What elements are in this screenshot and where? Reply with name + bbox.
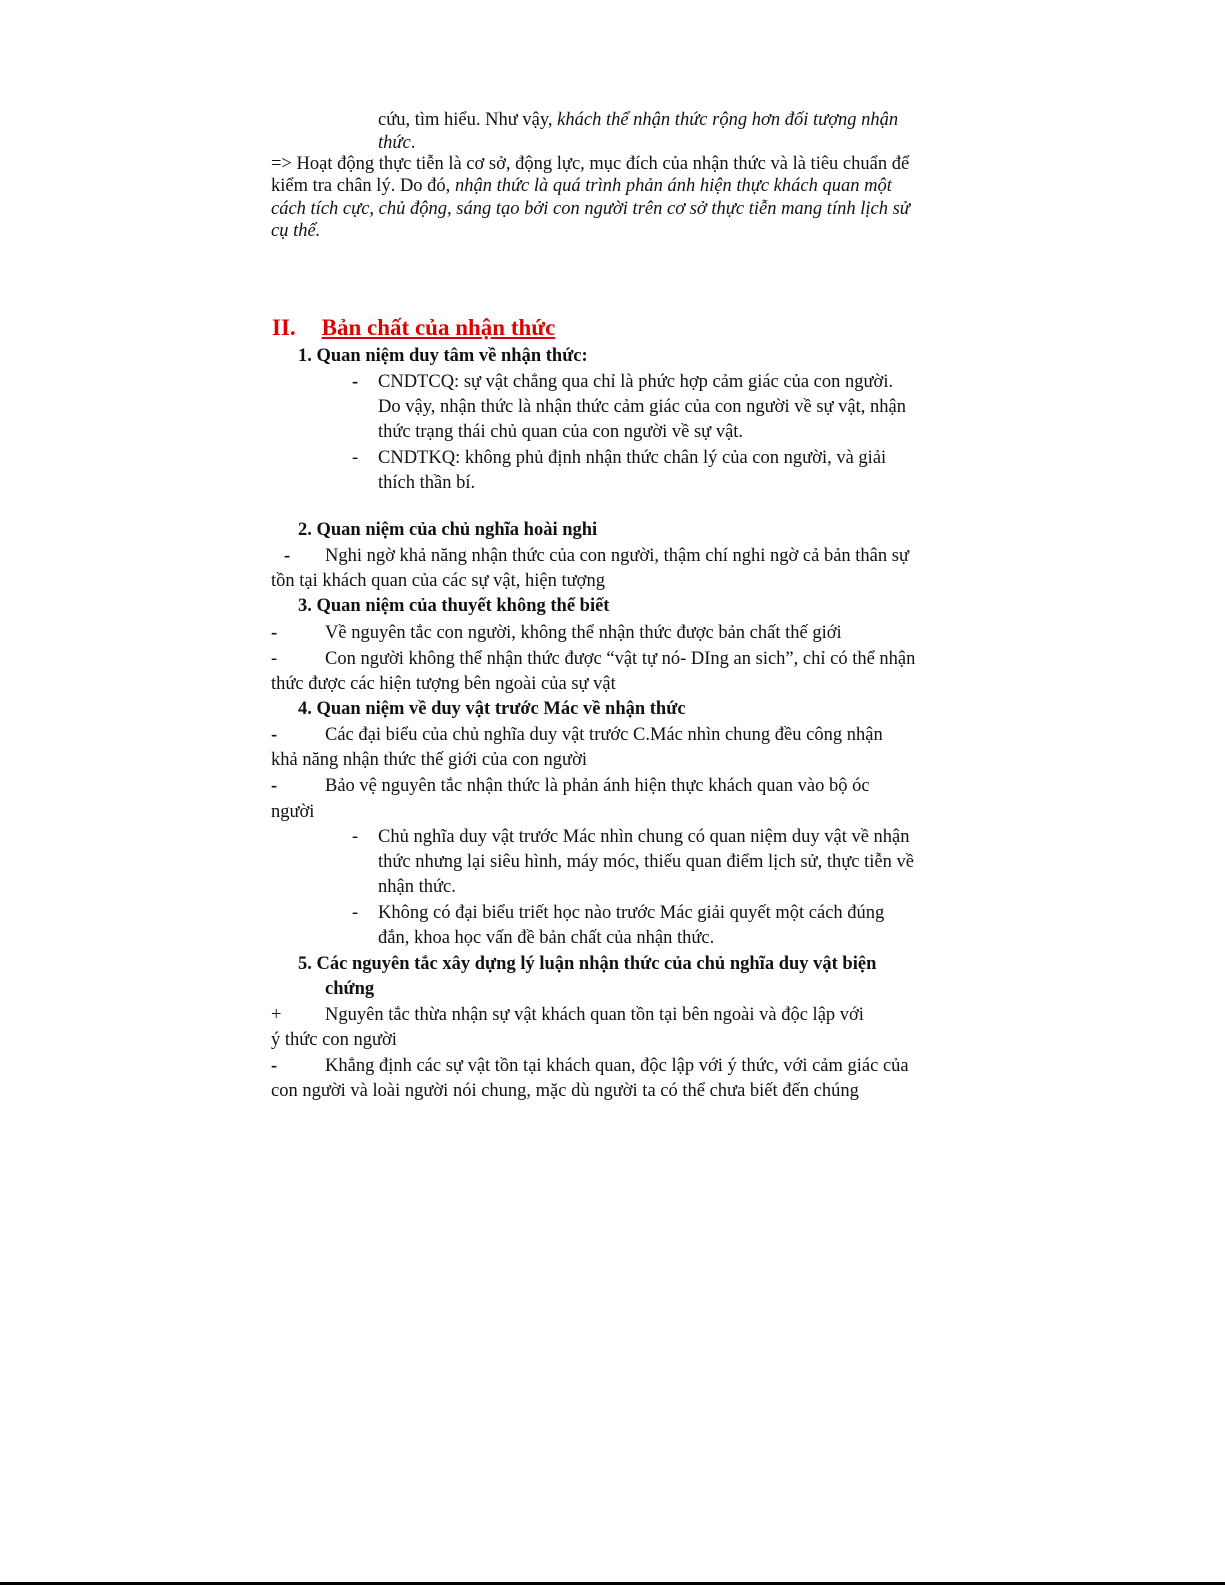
- h1-bullet-1-line-1: CNDTCQ: sự vật chẳng qua chỉ là phức hợp cảm giác của con người.: [378, 372, 894, 392]
- section-heading: [272, 314, 555, 342]
- heading-5-line-2: chứng: [325, 979, 375, 999]
- h1-bullet-1-line-2: Do vậy, nhận thức là nhận thức cảm giác của con người về sự vật, nhận: [378, 397, 906, 417]
- h4-sub-1-line-1: Chủ nghĩa duy vật trước Mác nhìn chung có quan niệm duy vật về nhận: [378, 827, 910, 847]
- conclusion-line-1: => Hoạt động thực tiễn là cơ sở, động lực, mục đích của nhận thức và là tiêu chuẩn để: [271, 154, 910, 174]
- h4-bullet-2-line-2: người: [271, 802, 315, 822]
- h4-bullet-1-line-2: khả năng nhận thức thế giới của con người: [271, 750, 588, 770]
- conclusion-line-3: cách tích cực, chủ động, sáng tạo bởi con người trên cơ sở thực tiễn mang tính lịch sử: [271, 199, 910, 219]
- dash-mark: -: [271, 776, 278, 796]
- dash-mark: -: [284, 546, 291, 566]
- conclusion-line-2: [271, 174, 892, 198]
- section-title: Bản chất của nhận thức: [321, 315, 556, 340]
- dash-mark: -: [271, 623, 278, 643]
- h4-sub-2-line-1: Không có đại biểu triết học nào trước Mác giải quyết một cách đúng: [378, 903, 885, 923]
- conclusion-line-4: cụ thể.: [271, 221, 321, 241]
- intro-line-1-plain: cứu, tìm hiểu. Như vậy,: [378, 110, 558, 130]
- h2-bullet-1-line-1: Nghi ngờ khả năng nhận thức của con người, thậm chí nghi ngờ cả bản thân sự: [325, 546, 909, 566]
- conclusion-line-2-italic: nhận thức là quá trình phản ánh hiện thực khách quan một: [454, 176, 892, 196]
- h2-bullet-1-line-2: tồn tại khách quan của các sự vật, hiện tượng: [271, 571, 605, 591]
- heading-4: 4. Quan niệm về duy vật trước Mác về nhận thức: [298, 699, 686, 719]
- h1-bullet-2-line-2: thích thần bí.: [378, 473, 476, 493]
- h5-bullet-2-line-1: Khẳng định các sự vật tồn tại khách quan, độc lập với ý thức, với cảm giác của: [325, 1056, 909, 1076]
- h5-bullet-1-line-2: ý thức con người: [271, 1030, 397, 1050]
- dash-mark: -: [352, 827, 359, 847]
- heading-5-line-1: 5. Các nguyên tắc xây dựng lý luận nhận thức của chủ nghĩa duy vật biện: [298, 954, 877, 974]
- h4-bullet-1-line-1: Các đại biểu của chủ nghĩa duy vật trước C.Mác nhìn chung đều công nhận: [325, 725, 883, 745]
- h1-bullet-1-line-3: thức trạng thái chủ quan của con người về sự vật.: [378, 422, 744, 442]
- dash-mark: -: [271, 649, 278, 669]
- h4-sub-1-line-2: thức nhưng lại siêu hình, máy móc, thiếu quan điểm lịch sử, thực tiễn về: [378, 852, 914, 872]
- section-number: II.: [272, 315, 296, 340]
- intro-line-2-plain: .: [410, 133, 416, 153]
- h3-bullet-1-line-1: Về nguyên tắc con người, không thể nhận thức được bản chất thế giới: [325, 623, 842, 643]
- intro-line-2-italic: thức: [378, 133, 411, 153]
- h4-sub-2-line-2: đắn, khoa học vấn đề bản chất của nhận thức.: [378, 928, 715, 948]
- h3-bullet-2-line-1: Con người không thể nhận thức được “vật tự nó- DIng an sich”, chỉ có thể nhận: [325, 649, 916, 669]
- h5-bullet-2-line-2: con người và loài người nói chung, mặc dù người ta có thể chưa biết đến chúng: [271, 1081, 859, 1101]
- h3-bullet-2-line-2: thức được các hiện tượng bên ngoài của sự vật: [271, 674, 616, 694]
- heading-3: 3. Quan niệm của thuyết không thể biết: [298, 596, 610, 616]
- dash-mark: -: [352, 448, 359, 468]
- heading-1: 1. Quan niệm duy tâm về nhận thức:: [298, 346, 588, 366]
- dash-mark: -: [271, 725, 278, 745]
- dash-mark: -: [271, 1056, 278, 1076]
- dash-mark: -: [352, 903, 359, 923]
- intro-line-1: [378, 108, 898, 132]
- h4-bullet-2-line-1: Bảo vệ nguyên tắc nhận thức là phản ánh hiện thực khách quan vào bộ óc: [325, 776, 870, 796]
- h4-sub-1-line-3: nhận thức.: [378, 877, 456, 897]
- intro-line-1-italic: khách thể nhận thức rộng hơn đối tượng nhận: [557, 110, 899, 130]
- plus-mark: +: [271, 1005, 282, 1025]
- h1-bullet-2-line-1: CNDTKQ: không phủ định nhận thức chân lý của con người, và giải: [378, 448, 887, 468]
- conclusion-line-2-plain: kiểm tra chân lý. Do đó,: [271, 176, 455, 196]
- dash-mark: -: [352, 372, 359, 392]
- h5-bullet-1-line-1: Nguyên tắc thừa nhận sự vật khách quan tồn tại bên ngoài và độc lập với: [325, 1005, 864, 1025]
- heading-2: 2. Quan niệm của chủ nghĩa hoài nghi: [298, 520, 598, 540]
